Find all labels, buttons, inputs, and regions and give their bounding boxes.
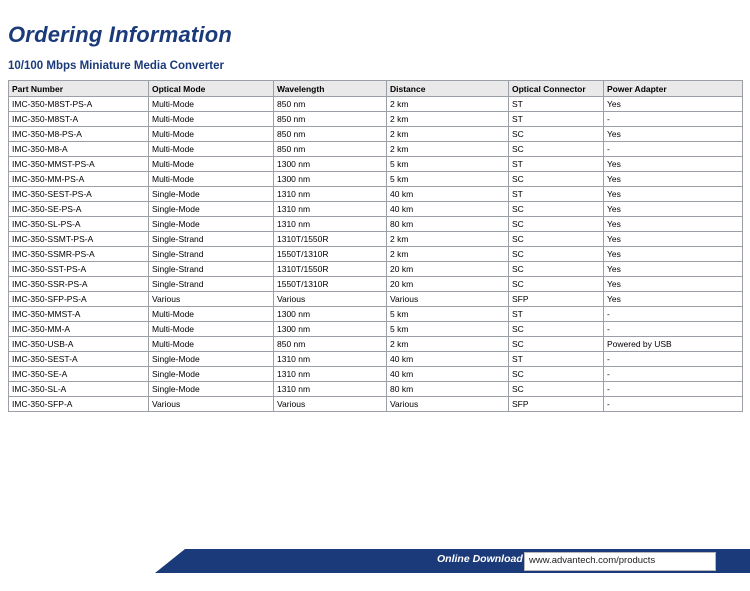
table-cell: -	[604, 142, 743, 157]
footer-url[interactable]: www.advantech.com/products	[529, 555, 656, 566]
table-cell: 850 nm	[274, 97, 387, 112]
table-cell: IMC-350-SEST-A	[9, 352, 149, 367]
table-cell: IMC-350-SSMT-PS-A	[9, 232, 149, 247]
table-cell: 40 km	[387, 352, 509, 367]
table-cell: ST	[509, 112, 604, 127]
table-cell: IMC-350-MM-PS-A	[9, 172, 149, 187]
table-row	[9, 322, 743, 337]
table-cell: Yes	[604, 157, 743, 172]
table-cell: 80 km	[387, 382, 509, 397]
table-cell: Single-Strand	[149, 247, 274, 262]
table-cell: 2 km	[387, 232, 509, 247]
table-cell: Yes	[604, 127, 743, 142]
table-cell: Single-Mode	[149, 382, 274, 397]
table-cell: Various	[274, 292, 387, 307]
table-cell: SC	[509, 262, 604, 277]
table-cell: ST	[509, 157, 604, 172]
table-cell: 20 km	[387, 277, 509, 292]
page-title: Ordering Information	[8, 22, 232, 47]
table-cell: Single-Mode	[149, 202, 274, 217]
table-cell: SC	[509, 172, 604, 187]
table-cell: Multi-Mode	[149, 157, 274, 172]
table-cell: 1300 nm	[274, 157, 387, 172]
table-cell: SC	[509, 202, 604, 217]
table-cell: SC	[509, 337, 604, 352]
table-cell: IMC-350-M8ST-A	[9, 112, 149, 127]
table-cell: 40 km	[387, 202, 509, 217]
table-cell: 2 km	[387, 127, 509, 142]
table-cell: -	[604, 307, 743, 322]
table-cell: 1550T/1310R	[274, 247, 387, 262]
table-cell: Yes	[604, 292, 743, 307]
table-cell: IMC-350-USB-A	[9, 337, 149, 352]
column-header-wavelength: Wavelength	[274, 81, 387, 97]
table-cell: Single-Strand	[149, 232, 274, 247]
table-cell: SC	[509, 277, 604, 292]
table-cell: Various	[387, 292, 509, 307]
table-cell: SC	[509, 142, 604, 157]
table-row	[9, 262, 743, 277]
table-cell: 2 km	[387, 97, 509, 112]
table-cell: SFP	[509, 397, 604, 412]
table-body	[9, 97, 743, 412]
table-cell: Yes	[604, 172, 743, 187]
table-cell: SC	[509, 232, 604, 247]
table-cell: -	[604, 382, 743, 397]
table-cell: IMC-350-M8-PS-A	[9, 127, 149, 142]
table-cell: SC	[509, 247, 604, 262]
table-cell: Multi-Mode	[149, 127, 274, 142]
table-cell: Single-Strand	[149, 277, 274, 292]
table-cell: ST	[509, 307, 604, 322]
table-row	[9, 187, 743, 202]
table-row	[9, 337, 743, 352]
table-cell: 1300 nm	[274, 307, 387, 322]
table-cell: Multi-Mode	[149, 307, 274, 322]
table-cell: 1310 nm	[274, 187, 387, 202]
table-cell: Yes	[604, 217, 743, 232]
table-cell: 850 nm	[274, 112, 387, 127]
table-row	[9, 397, 743, 412]
table-cell: 2 km	[387, 112, 509, 127]
table-cell: IMC-350-M8-A	[9, 142, 149, 157]
table-cell: 1300 nm	[274, 172, 387, 187]
table-cell: IMC-350-MMST-PS-A	[9, 157, 149, 172]
table-row	[9, 202, 743, 217]
table-cell: 40 km	[387, 367, 509, 382]
table-cell: Various	[149, 397, 274, 412]
table-cell: 5 km	[387, 172, 509, 187]
section-subtitle: 10/100 Mbps Miniature Media Converter	[8, 60, 225, 72]
table-cell: 1310 nm	[274, 382, 387, 397]
table-cell: SC	[509, 367, 604, 382]
table-cell: Multi-Mode	[149, 97, 274, 112]
table-row	[9, 157, 743, 172]
table-row	[9, 292, 743, 307]
table-cell: 1310T/1550R	[274, 232, 387, 247]
table-cell: Multi-Mode	[149, 172, 274, 187]
table-cell: -	[604, 352, 743, 367]
table-cell: -	[604, 322, 743, 337]
table-cell: Yes	[604, 202, 743, 217]
table-row	[9, 352, 743, 367]
column-header-optical-mode: Optical Mode	[149, 81, 274, 97]
table-cell: 1300 nm	[274, 322, 387, 337]
table-cell: 1310 nm	[274, 352, 387, 367]
table-cell: 1310 nm	[274, 367, 387, 382]
table-row	[9, 232, 743, 247]
column-header-distance: Distance	[387, 81, 509, 97]
table-cell: ST	[509, 187, 604, 202]
table-row	[9, 142, 743, 157]
table-row	[9, 217, 743, 232]
table-cell: 1550T/1310R	[274, 277, 387, 292]
ordering-information-table	[8, 80, 743, 412]
table-cell: 2 km	[387, 337, 509, 352]
table-row	[9, 382, 743, 397]
table-cell: SFP	[509, 292, 604, 307]
table-cell: 2 km	[387, 142, 509, 157]
table-row	[9, 97, 743, 112]
table-cell: SC	[509, 127, 604, 142]
table-cell: Single-Mode	[149, 217, 274, 232]
table-cell: IMC-350-SL-A	[9, 382, 149, 397]
column-header-power-adapter: Power Adapter	[604, 81, 743, 97]
table-cell: Multi-Mode	[149, 322, 274, 337]
table-cell: Multi-Mode	[149, 142, 274, 157]
table-cell: 850 nm	[274, 127, 387, 142]
table-cell: ST	[509, 352, 604, 367]
table-cell: Yes	[604, 262, 743, 277]
table-cell: -	[604, 367, 743, 382]
table-cell: ST	[509, 97, 604, 112]
table-cell: 850 nm	[274, 142, 387, 157]
table-cell: SC	[509, 382, 604, 397]
table-cell: SC	[509, 322, 604, 337]
table-cell: Multi-Mode	[149, 337, 274, 352]
table-cell: SC	[509, 217, 604, 232]
table-header-row	[9, 81, 743, 97]
table-cell: 850 nm	[274, 337, 387, 352]
table-cell: IMC-350-MMST-A	[9, 307, 149, 322]
column-header-part-number: Part Number	[9, 81, 149, 97]
table-cell: -	[604, 397, 743, 412]
table-cell: Yes	[604, 187, 743, 202]
table-cell: 5 km	[387, 322, 509, 337]
table-cell: IMC-350-SL-PS-A	[9, 217, 149, 232]
table-cell: Single-Mode	[149, 352, 274, 367]
table-cell: IMC-350-MM-A	[9, 322, 149, 337]
table-cell: Various	[149, 292, 274, 307]
table-cell: 1310T/1550R	[274, 262, 387, 277]
table-cell: IMC-350-SFP-A	[9, 397, 149, 412]
table-row	[9, 112, 743, 127]
table-cell: Single-Mode	[149, 187, 274, 202]
table-cell: Single-Strand	[149, 262, 274, 277]
table-cell: Multi-Mode	[149, 112, 274, 127]
table-cell: 80 km	[387, 217, 509, 232]
table-cell: IMC-350-SSMR-PS-A	[9, 247, 149, 262]
table-cell: IMC-350-SST-PS-A	[9, 262, 149, 277]
table-cell: IMC-350-M8ST-PS-A	[9, 97, 149, 112]
table-row	[9, 307, 743, 322]
table-cell: Single-Mode	[149, 367, 274, 382]
table-cell: Powered by USB	[604, 337, 743, 352]
table-row	[9, 247, 743, 262]
table-row	[9, 127, 743, 142]
table-cell: 5 km	[387, 157, 509, 172]
table-row	[9, 367, 743, 382]
table-cell: 40 km	[387, 187, 509, 202]
table-cell: Yes	[604, 232, 743, 247]
table-cell: IMC-350-SFP-PS-A	[9, 292, 149, 307]
footer-bar-arrow	[155, 549, 185, 573]
table-cell: IMC-350-SE-A	[9, 367, 149, 382]
online-download-label: Online Download	[437, 553, 523, 565]
table-cell: Yes	[604, 97, 743, 112]
table-cell: IMC-350-SSR-PS-A	[9, 277, 149, 292]
table-cell: 1310 nm	[274, 217, 387, 232]
table-cell: Yes	[604, 277, 743, 292]
table-cell: 1310 nm	[274, 202, 387, 217]
table-cell: IMC-350-SE-PS-A	[9, 202, 149, 217]
table-cell: 5 km	[387, 307, 509, 322]
table-row	[9, 172, 743, 187]
table-cell: IMC-350-SEST-PS-A	[9, 187, 149, 202]
table-cell: 20 km	[387, 262, 509, 277]
column-header-optical-connector: Optical Connector	[509, 81, 604, 97]
table-cell: Yes	[604, 247, 743, 262]
table-row	[9, 277, 743, 292]
table-cell: Various	[274, 397, 387, 412]
table-cell: Various	[387, 397, 509, 412]
table-cell: -	[604, 112, 743, 127]
page-footer	[0, 549, 750, 573]
table-cell: 2 km	[387, 247, 509, 262]
